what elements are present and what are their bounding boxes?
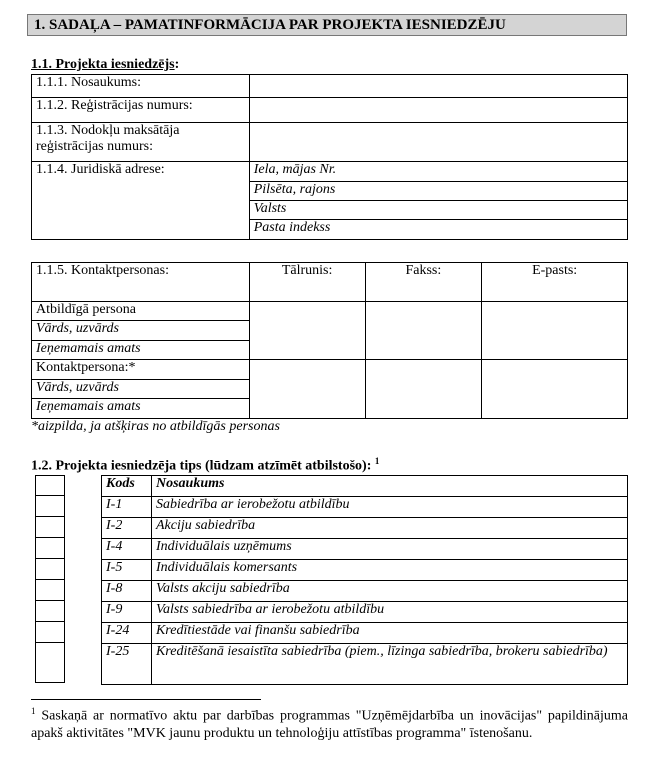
group1-fakss-input[interactable]: [365, 302, 482, 360]
input-reg-nr[interactable]: [249, 98, 627, 123]
footnote-marker: 1: [31, 706, 36, 716]
group2-vards[interactable]: Vārds, uzvārds: [32, 380, 250, 399]
type-name: Sabiedrība ar ierobežotu atbildību: [151, 497, 627, 518]
section-1-2-heading: [31, 456, 379, 475]
footnote-separator: [31, 699, 261, 700]
address-field-iela[interactable]: Iela, mājas Nr.: [249, 162, 627, 182]
input-nosaukums[interactable]: [249, 75, 627, 98]
label-nosaukums: 1.1.1. Nosaukums:: [32, 75, 250, 98]
table-row: [102, 602, 628, 623]
type-name: Valsts sabiedrība ar ierobežotu atbildību: [151, 602, 627, 623]
type-checkbox-i-2[interactable]: [35, 495, 65, 517]
table-row: [102, 644, 628, 685]
type-checkbox-i-1[interactable]: [35, 475, 65, 496]
type-name: Akciju sabiedrība: [151, 518, 627, 539]
contacts-table: [31, 262, 628, 419]
type-code: I-9: [102, 602, 152, 623]
applicant-table: [31, 74, 628, 240]
label-reg-nr: 1.1.2. Reģistrācijas numurs:: [32, 98, 250, 123]
group2-amats[interactable]: Ieņemamais amats: [32, 399, 250, 419]
input-nodoklu[interactable]: [249, 123, 627, 162]
type-name: Kreditēšanā iesaistīta sabiedrība (piem., līzinga sabiedrība, brokeru sabiedrība): [151, 644, 627, 685]
contacts-note: *aizpilda, ja atšķiras no atbildīgās personas: [31, 419, 280, 434]
type-name: Individuālais uzņēmums: [151, 539, 627, 560]
section-1-1-heading: [31, 57, 179, 73]
contacts-header-label: 1.1.5. Kontaktpersonas:: [32, 263, 250, 302]
label-nodoklu-line2: reģistrācijas numurs:: [36, 139, 154, 154]
group2-talrunis-input[interactable]: [249, 360, 365, 419]
type-code: I-8: [102, 581, 152, 602]
section-1-1-heading-text: 1.1. Projekta iesniedzējs: [31, 57, 175, 72]
type-code: I-25: [102, 644, 152, 685]
section-title: 1. SADAĻA – PAMATINFORMĀCIJA PAR PROJEKTA IESNIEDZĒJU: [34, 17, 506, 33]
footnote-text: Saskaņā ar normatīvo aktu par darbības programmas "Uzņēmējdarbība un inovācijas" papildinājuma apakš aktivitātes "MVK jaunu produktu un tehnoloģiju attīstības programma" īstenošanu.: [31, 708, 628, 741]
table-row: [102, 623, 628, 644]
address-field-pilseta[interactable]: Pilsēta, rajons: [249, 182, 627, 201]
col-kods-header: Kods: [102, 476, 152, 497]
group1-epasts-input[interactable]: [482, 302, 628, 360]
table-row: [102, 560, 628, 581]
type-checkbox-i-25-b[interactable]: [35, 642, 65, 683]
label-nodoklu-line1: 1.1.3. Nodokļu maksātāja: [36, 123, 180, 138]
section-banner: [27, 14, 627, 36]
type-checkbox-i-24[interactable]: [35, 600, 65, 622]
group2-fakss-input[interactable]: [365, 360, 482, 419]
group1-title: Atbildīgā persona: [32, 302, 250, 321]
type-code: I-2: [102, 518, 152, 539]
group2-epasts-input[interactable]: [482, 360, 628, 419]
type-name: Kredītiestāde vai finanšu sabiedrība: [151, 623, 627, 644]
type-code: I-1: [102, 497, 152, 518]
section-1-2-footnote-ref: 1: [374, 456, 380, 466]
group1-amats[interactable]: Ieņemamais amats: [32, 341, 250, 360]
type-code: I-24: [102, 623, 152, 644]
type-checkbox-i-25-a[interactable]: [35, 621, 65, 643]
group1-talrunis-input[interactable]: [249, 302, 365, 360]
table-row: [102, 581, 628, 602]
contacts-header-fakss: Fakss:: [365, 263, 482, 302]
table-row: [102, 539, 628, 560]
group2-title: Kontaktpersona:*: [32, 360, 250, 380]
table-row: [102, 518, 628, 539]
address-field-pasta-indekss[interactable]: Pasta indekss: [249, 220, 627, 240]
type-checkbox-i-5[interactable]: [35, 537, 65, 559]
type-checkbox-i-4[interactable]: [35, 516, 65, 538]
table-row: [102, 497, 628, 518]
section-1-2-heading-text: 1.2. Projekta iesniedzēja tips (lūdzam atzīmēt atbilstošo):: [31, 458, 372, 474]
group1-vards[interactable]: Vārds, uzvārds: [32, 321, 250, 341]
col-nosaukums-header: Nosaukums: [151, 476, 627, 497]
footnote: [31, 703, 628, 742]
contacts-header-epasts: E-pasts:: [482, 263, 628, 302]
type-name: Valsts akciju sabiedrība: [151, 581, 627, 602]
contacts-header-talrunis: Tālrunis:: [249, 263, 365, 302]
label-adrese: 1.1.4. Juridiskā adrese:: [32, 162, 250, 240]
applicant-type-table: [101, 475, 628, 685]
type-name: Individuālais komersants: [151, 560, 627, 581]
address-field-valsts[interactable]: Valsts: [249, 201, 627, 220]
label-nodoklu: [32, 123, 250, 162]
type-checkbox-i-8[interactable]: [35, 558, 65, 580]
section-1-1-heading-colon: :: [174, 57, 180, 72]
type-code: I-5: [102, 560, 152, 581]
type-code: I-4: [102, 539, 152, 560]
type-checkbox-i-9[interactable]: [35, 579, 65, 601]
